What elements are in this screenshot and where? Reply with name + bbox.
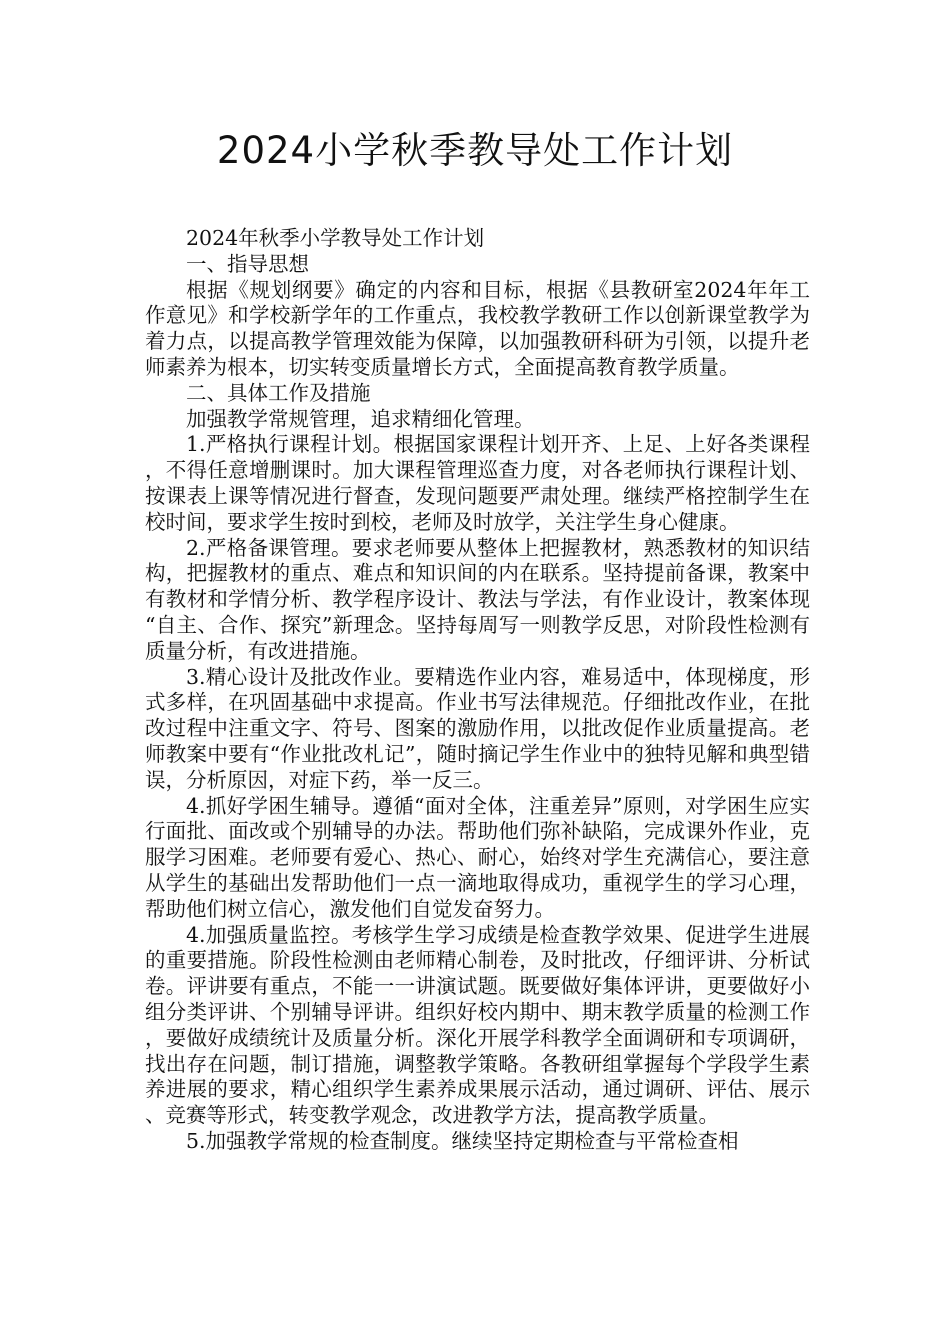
paragraph: 3.精心设计及批改作业。要精选作业内容，难易适中，体现梯度，形式多样，在巩固基础中求提高。作业书写法律规范。仔细批改作业，在批改过程中注重文字、符号、图案的激励作用，以批改促作业质量提高。老师教案中要有“作业批改札记”，随时摘记学生作业中的独特见解和典型错误，分析原因，对症下药，举一反三。 — [145, 664, 810, 792]
paragraph-subtitle: 2024年秋季小学教导处工作计划 — [186, 226, 485, 250]
paragraph: 1.严格执行课程计划。根据国家课程计划开齐、上足、上好各类课程，不得任意增删课时。加大课程管理巡查力度，对各老师执行课程计划、按课表上课等情况进行督查，发现问题要严肃处理。继续严格控制学生在校时间，要求学生按时到校，老师及时放学，关注学生身心健康。 — [145, 432, 810, 534]
paragraph: 4.加强质量监控。考核学生学习成绩是检查教学效果、促进学生进展的重要措施。阶段性检测由老师精心制卷，及时批改，仔细评讲、分析试卷。评讲要有重点，不能一一讲演试题。既要做好集体评讲，更要做好小组分类评讲、个别辅导评讲。组织好校内期中、期末教学质量的检测工作，要做好成绩统计及质量分析。深化开展学科教学全面调研和专项调研，找出存在问题，制订措施，调整教学策略。各教研组掌握每个学段学生素养进展的要求，精心组织学生素养成果展示活动，通过调研、评估、展示、竞赛等形式，转变教学观念，改进教学方法，提高教学质量。 — [145, 922, 810, 1128]
heading-specific-measures: 二、具体工作及措施 — [186, 380, 371, 405]
heading-guiding-ideology: 一、指导思想 — [186, 251, 309, 276]
paragraph: 根据《规划纲要》确定的内容和目标，根据《县教研室2024年年工作意见》和学校新学年的工作重点，我校教学教研工作以创新课堂教学为着力点，以提高教学管理效能为保障，以加强教研科研为引领，以提升老师素养为根本，切实转变质量增长方式，全面提高教育教学质量。 — [145, 277, 810, 379]
paragraph: 4.抓好学困生辅导。遵循“面对全体，注重差异”原则，对学困生应实行面批、面改或个别辅导的办法。帮助他们弥补缺陷，完成课外作业，克服学习困难。老师要有爱心、热心、耐心，始终对学生充满信心，要注意从学生的基础出发帮助他们一点一滴地取得成功，重视学生的学习心理，帮助他们树立信心，激发他们自觉发奋努力。 — [145, 793, 810, 921]
document-body — [145, 226, 810, 1155]
paragraph: 加强教学常规管理，追求精细化管理。 — [186, 406, 535, 431]
document-title: 2024小学秋季教导处工作计划 — [216, 129, 734, 172]
paragraph: 2.严格备课管理。要求老师要从整体上把握教材，熟悉教材的知识结构，把握教材的重点、难点和知识间的内在联系。坚持提前备课，教案中有教材和学情分析、教学程序设计、教法与学法，有作业设计，教案体现“自主、合作、探究”新理念。坚持每周写一则教学反思，对阶段性检测有质量分析，有改进措施。 — [145, 535, 810, 663]
paragraph: 5.加强教学常规的检查制度。继续坚持定期检查与平常检查相 — [186, 1128, 739, 1153]
